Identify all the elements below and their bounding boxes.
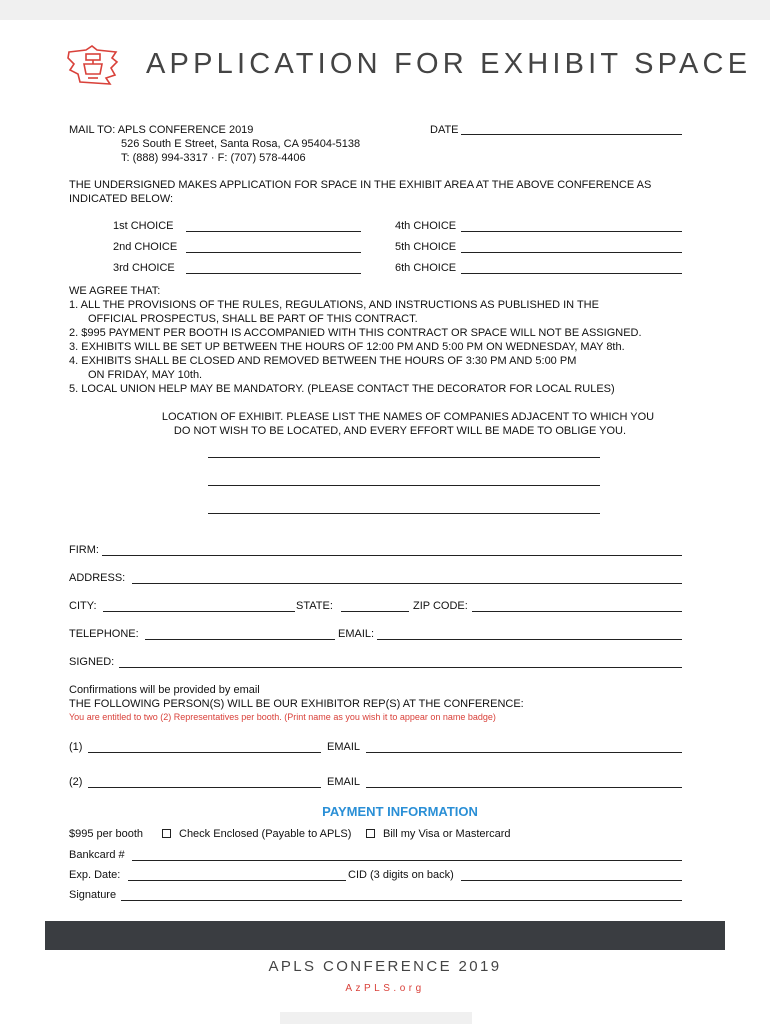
footer-bar [45, 921, 725, 950]
date-field[interactable] [461, 134, 682, 135]
email-label: EMAIL: [338, 628, 375, 640]
rep-1-label: (1) [69, 741, 83, 753]
choice-6-field[interactable] [461, 273, 682, 274]
location-line-2: DO NOT WISH TO BE LOCATED, AND EVERY EFFORT WILL BE MADE TO OBLIGE YOU. [173, 425, 627, 437]
agree-item: 3. EXHIBITS WILL BE SET UP BETWEEN THE HOURS OF 12:00 PM AND 5:00 PM ON WEDNESDAY, MAY 8th. [69, 341, 625, 353]
signed-field[interactable] [119, 667, 682, 668]
intro-line-1: THE UNDERSIGNED MAKES APPLICATION FOR SPACE IN THE EXHIBIT AREA AT THE ABOVE CONFERENCE AS [69, 179, 652, 191]
rep-2-label: (2) [69, 776, 83, 788]
email-field[interactable] [377, 639, 682, 640]
choice-3-field[interactable] [186, 273, 361, 274]
rep-1-email-field[interactable] [366, 752, 682, 753]
mail-to-line: MAIL TO: APLS CONFERENCE 2019 [69, 124, 254, 136]
date-label: DATE [430, 124, 459, 136]
choice-4-label: 4th CHOICE [395, 220, 457, 232]
price-label: $995 per booth [69, 828, 144, 840]
signed-label: SIGNED: [69, 656, 115, 668]
agree-item: 2. $995 PAYMENT PER BOOTH IS ACCOMPANIED WITH THIS CONTRACT OR SPACE WILL NOT BE ASSIGNED. [69, 327, 642, 339]
agree-item: 4. EXHIBITS SHALL BE CLOSED AND REMOVED BETWEEN THE HOURS OF 3:30 PM AND 5:00 PM [69, 355, 577, 367]
city-label: CITY: [69, 600, 97, 612]
choice-5-label: 5th CHOICE [395, 241, 457, 253]
footer-url[interactable]: AzPLS.org [345, 983, 425, 994]
bill-card-checkbox[interactable] [366, 829, 375, 838]
zip-field[interactable] [472, 611, 682, 612]
signature-field[interactable] [121, 900, 682, 901]
reps-note: You are entitled to two (2) Representatives per booth. (Print name as you wish it to appear on name badge) [69, 712, 496, 722]
firm-field[interactable] [102, 555, 682, 556]
bankcard-field[interactable] [132, 860, 682, 861]
mail-phone: T: (888) 994-3317 · F: (707) 578-4406 [121, 152, 306, 164]
location-field-1[interactable] [208, 457, 600, 458]
choice-1-label: 1st CHOICE [113, 220, 174, 232]
agree-item: ON FRIDAY, MAY 10th. [88, 369, 203, 381]
exp-date-field[interactable] [128, 880, 346, 881]
bottom-tab [280, 1012, 472, 1024]
address-label: ADDRESS: [69, 572, 126, 584]
exp-date-label: Exp. Date: [69, 869, 121, 881]
rep-2-email-label: EMAIL [327, 776, 361, 788]
location-field-3[interactable] [208, 513, 600, 514]
bankcard-label: Bankcard # [69, 849, 125, 861]
state-field[interactable] [341, 611, 409, 612]
bill-card-label: Bill my Visa or Mastercard [383, 828, 511, 840]
check-option[interactable] [162, 827, 351, 841]
telephone-field[interactable] [145, 639, 335, 640]
mail-address: 526 South E Street, Santa Rosa, CA 95404-5138 [121, 138, 361, 150]
firm-label: FIRM: [69, 544, 99, 556]
choice-6-label: 6th CHOICE [395, 262, 457, 274]
cid-label: CID (3 digits on back) [348, 869, 454, 881]
agree-item: OFFICIAL PROSPECTUS, SHALL BE PART OF THIS CONTRACT. [88, 313, 418, 325]
rep-1-name-field[interactable] [88, 752, 321, 753]
top-bar [0, 0, 770, 20]
choice-4-field[interactable] [461, 231, 682, 232]
card-option[interactable] [366, 827, 511, 841]
choice-2-label: 2nd CHOICE [113, 241, 178, 253]
reps-heading: THE FOLLOWING PERSON(S) WILL BE OUR EXHIBITOR REP(S) AT THE CONFERENCE: [69, 698, 524, 710]
apls-logo [66, 44, 120, 86]
confirmation-note: Confirmations will be provided by email [69, 684, 260, 696]
choice-2-field[interactable] [186, 252, 361, 253]
intro-line-2: INDICATED BELOW: [69, 193, 174, 205]
choice-3-label: 3rd CHOICE [113, 262, 175, 274]
cid-field[interactable] [461, 880, 682, 881]
agree-item: 5. LOCAL UNION HELP MAY BE MANDATORY. (PLEASE CONTACT THE DECORATOR FOR LOCAL RULES) [69, 383, 615, 395]
rep-2-email-field[interactable] [366, 787, 682, 788]
zip-label: ZIP CODE: [413, 600, 468, 612]
choice-1-field[interactable] [186, 231, 361, 232]
agree-heading: WE AGREE THAT: [69, 285, 161, 297]
state-label: STATE: [296, 600, 333, 612]
check-enclosed-label: Check Enclosed (Payable to APLS) [179, 828, 352, 840]
page-title: APPLICATION FOR EXHIBIT SPACE [146, 48, 752, 80]
footer-title: APLS CONFERENCE 2019 [268, 958, 502, 975]
payment-heading: PAYMENT INFORMATION [322, 804, 478, 819]
agree-item: 1. ALL THE PROVISIONS OF THE RULES, REGULATIONS, AND INSTRUCTIONS AS PUBLISHED IN THE [69, 299, 599, 311]
choice-5-field[interactable] [461, 252, 682, 253]
location-field-2[interactable] [208, 485, 600, 486]
address-field[interactable] [132, 583, 682, 584]
location-line-1: LOCATION OF EXHIBIT. PLEASE LIST THE NAMES OF COMPANIES ADJACENT TO WHICH YOU [161, 411, 655, 423]
city-field[interactable] [103, 611, 295, 612]
signature-label: Signature [69, 889, 117, 901]
telephone-label: TELEPHONE: [69, 628, 139, 640]
rep-1-email-label: EMAIL [327, 741, 361, 753]
rep-2-name-field[interactable] [88, 787, 321, 788]
check-enclosed-checkbox[interactable] [162, 829, 171, 838]
